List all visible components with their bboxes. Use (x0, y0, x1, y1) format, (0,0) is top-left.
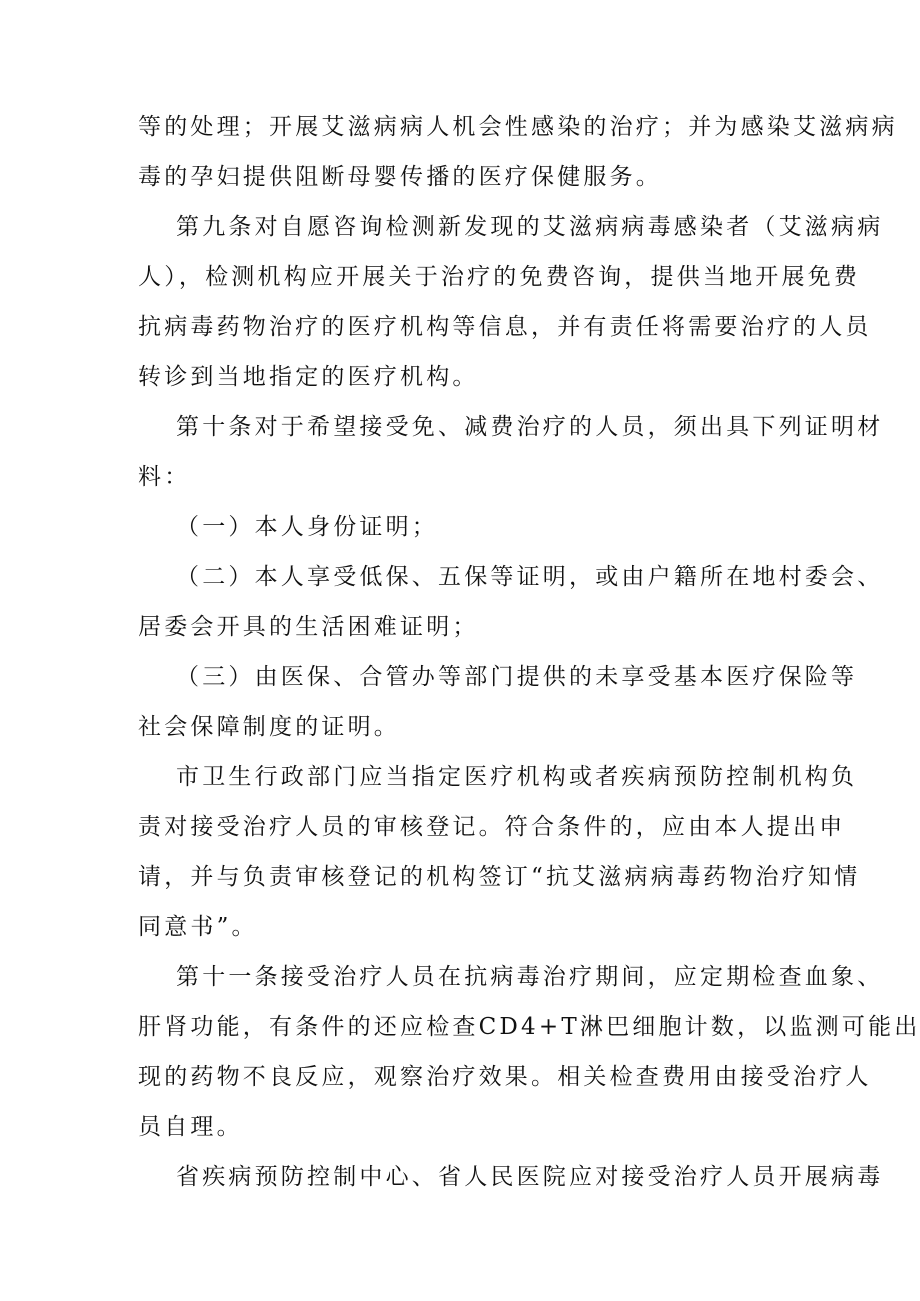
paragraph-registration-line-4: 同意书”。 (138, 914, 258, 940)
article-10-line-1: 第十条对于希望接受免、减费治疗的人员，须出具下列证明材 (176, 414, 884, 440)
article-11-line-1: 第十一条接受治疗人员在抗病毒治疗期间，应定期检查血象、 (176, 964, 884, 990)
final-paragraph-line-1: 省疾病预防控制中心、省人民医院应对接受治疗人员开展病毒 (176, 1164, 884, 1190)
paragraph-registration-line-1: 市卫生行政部门应当指定医疗机构或者疾病预防控制机构负 (176, 764, 858, 790)
article-9-line-4: 转诊到当地指定的医疗机构。 (138, 364, 479, 390)
article-9-line-1: 第九条对自愿咨询检测新发现的艾滋病病毒感染者（艾滋病病 (176, 214, 884, 240)
item-3-line-2: 社会保障制度的证明。 (138, 714, 400, 740)
text-line-1: 等的处理；开展艾滋病病人机会性感染的治疗；并为感染艾滋病病 (138, 114, 898, 140)
article-11-line-3: 现的药物不良反应，观察治疗效果。相关检查费用由接受治疗人 (138, 1064, 872, 1090)
article-10-line-2: 料： (138, 464, 191, 490)
article-9-line-3: 抗病毒药物治疗的医疗机构等信息，并有责任将需要治疗的人员 (138, 314, 872, 340)
item-2-line-1: （二）本人享受低保、五保等证明，或由户籍所在地村委会、 (176, 564, 884, 590)
item-1-line: （一）本人身份证明； (176, 514, 438, 540)
item-3-line-1: （三）由医保、合管办等部门提供的未享受基本医疗保险等 (176, 664, 858, 690)
article-11-line-2: 肝肾功能，有条件的还应检查CD4+T淋巴细胞计数，以监测可能出 (138, 1014, 920, 1040)
article-11-line-4: 员自理。 (138, 1114, 243, 1140)
item-2-line-2: 居委会开具的生活困难证明； (138, 614, 479, 640)
paragraph-registration-line-3: 请，并与负责审核登记的机构签订“抗艾滋病病毒药物治疗知情 (138, 864, 861, 890)
text-line-2: 毒的孕妇提供阻断母婴传播的医疗保健服务。 (138, 164, 662, 190)
paragraph-registration-line-2: 责对接受治疗人员的审核登记。符合条件的，应由本人提出申 (138, 814, 846, 840)
article-9-line-2: 人），检测机构应开展关于治疗的免费咨询，提供当地开展免费 (138, 264, 861, 290)
